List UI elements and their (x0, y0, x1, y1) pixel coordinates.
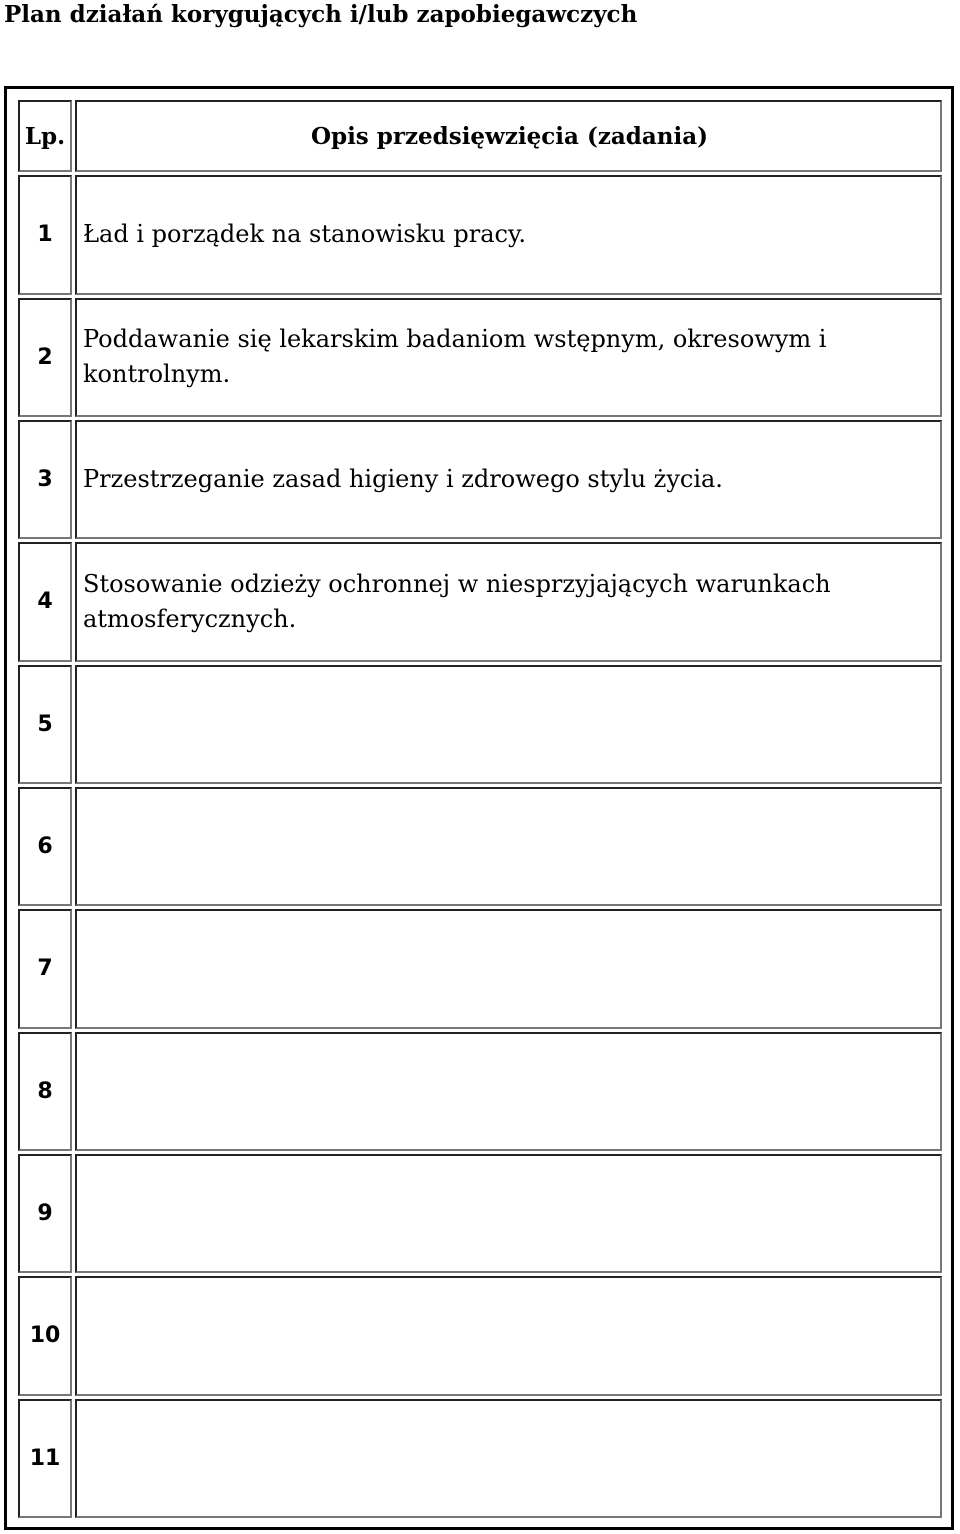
row-description-cell[interactable] (75, 1154, 942, 1273)
row-description-cell[interactable]: Ład i porządek na stanowisku pracy. (75, 175, 942, 294)
row-description-cell[interactable]: Poddawanie się lekarskim badaniom wstępnym, okresowym i kontrolnym. (75, 298, 942, 417)
row-description-cell[interactable]: Przestrzeganie zasad higieny i zdrowego stylu życia. (75, 420, 942, 539)
table-row (18, 1032, 942, 1151)
table-row (18, 1276, 942, 1395)
row-description-cell[interactable] (75, 1399, 942, 1518)
row-description-cell[interactable] (75, 1032, 942, 1151)
row-description-cell[interactable] (75, 1276, 942, 1395)
row-number-cell: 4 (18, 542, 72, 661)
table-row (18, 542, 942, 661)
row-number-cell: 8 (18, 1032, 72, 1151)
row-description-cell[interactable] (75, 909, 942, 1028)
table-row (18, 420, 942, 539)
row-number-cell: 11 (18, 1399, 72, 1518)
action-plan-table (15, 97, 945, 1521)
row-number-cell: 2 (18, 298, 72, 417)
row-number-cell: 5 (18, 665, 72, 784)
row-number-cell: 9 (18, 1154, 72, 1273)
page-title: Plan działań korygujących i/lub zapobiegawczych (4, 1, 638, 28)
header-number-cell: Lp. (18, 100, 72, 172)
table-row (18, 665, 942, 784)
row-description-cell[interactable]: Stosowanie odzieży ochronnej w niesprzyjających warunkach atmosferycznych. (75, 542, 942, 661)
table-row (18, 175, 942, 294)
row-number-cell: 7 (18, 909, 72, 1028)
table-row (18, 909, 942, 1028)
row-number-cell: 3 (18, 420, 72, 539)
row-number-cell: 10 (18, 1276, 72, 1395)
table-row (18, 298, 942, 417)
table-row (18, 1154, 942, 1273)
table-row (18, 1399, 942, 1518)
header-description-cell: Opis przedsięwzięcia (zadania) (75, 100, 942, 172)
table-header-row (18, 100, 942, 172)
table-row (18, 787, 942, 906)
action-plan-table-frame (4, 86, 954, 1530)
row-number-cell: 1 (18, 175, 72, 294)
row-description-cell[interactable] (75, 665, 942, 784)
row-number-cell: 6 (18, 787, 72, 906)
row-description-cell[interactable] (75, 787, 942, 906)
